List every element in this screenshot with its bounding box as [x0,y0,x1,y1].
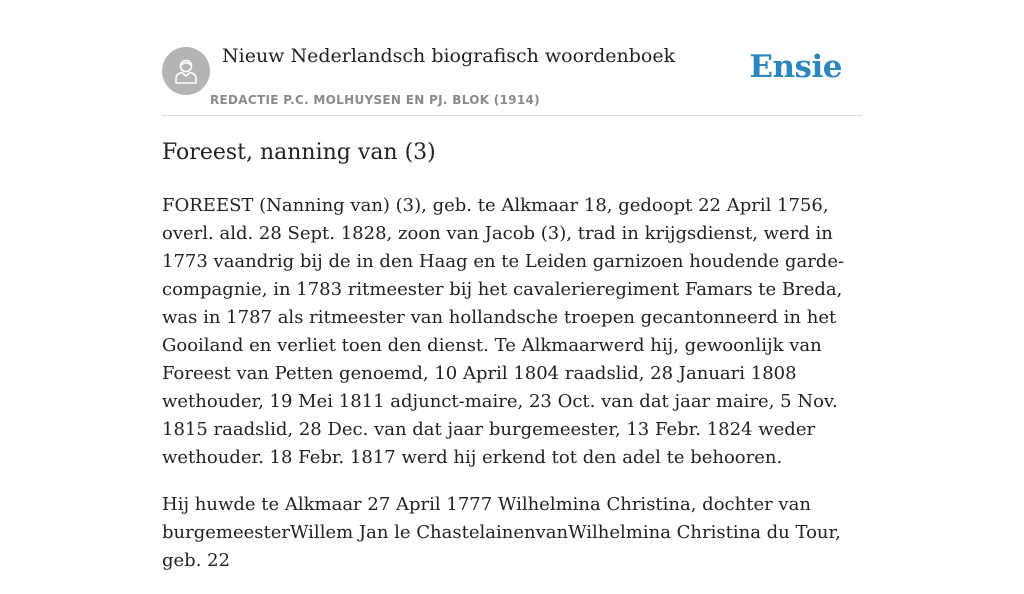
content-container [162,0,862,571]
user-icon[interactable] [162,47,210,95]
user-icon-graphic [173,57,199,85]
brand-logo[interactable]: Ensie [749,49,842,85]
source-editors: REDACTIE P.C. MOLHUYSEN EN PJ. BLOK (1914) [210,93,540,107]
source-header [162,0,862,116]
source-title[interactable]: Nieuw Nederlandsch biografisch woordenboek [222,45,676,67]
article-paragraph: Hij huwde te Alkmaar 27 April 1777 Wilhelmina Christina, dochter van burgemeesterWillem Jan le ChastelainenvanWilhelmina Christina du Tour, geb. 22 [162,494,841,571]
article-title: Foreest, nanning van (3) [162,140,436,165]
article-body [162,192,868,594]
article-paragraph: FOREEST (Nanning van) (3), geb. te Alkmaar 18, gedoopt 22 April 1756, overl. ald. 28 Sept. 1828, zoon van Jacob (3), trad in krijgsdienst, werd in 1773 vaandrig bij de in den Haag en te Leiden garnizoen houdende garde-compagnie, in 1783 ritmeester bij het cavalerieregiment Famars te Breda, was in 1787 als ritmeester van hollandsche troepen gecantonneerd in het Gooiland en verliet toen den dienst. Te Alkmaarwerd hij, gewoonlijk van Foreest van Petten genoemd, 10 April 1804 raadslid, 28 Januari 1808 wethouder, 19 Mei 1811 adjunct-maire, 23 Oct. van dat jaar maire, 5 Nov. 1815 raadslid, 28 Dec. van dat jaar burgemeester, 13 Febr. 1824 weder wethouder. 18 Febr. 1817 werd hij erkend tot den adel te behooren. [162,195,845,468]
